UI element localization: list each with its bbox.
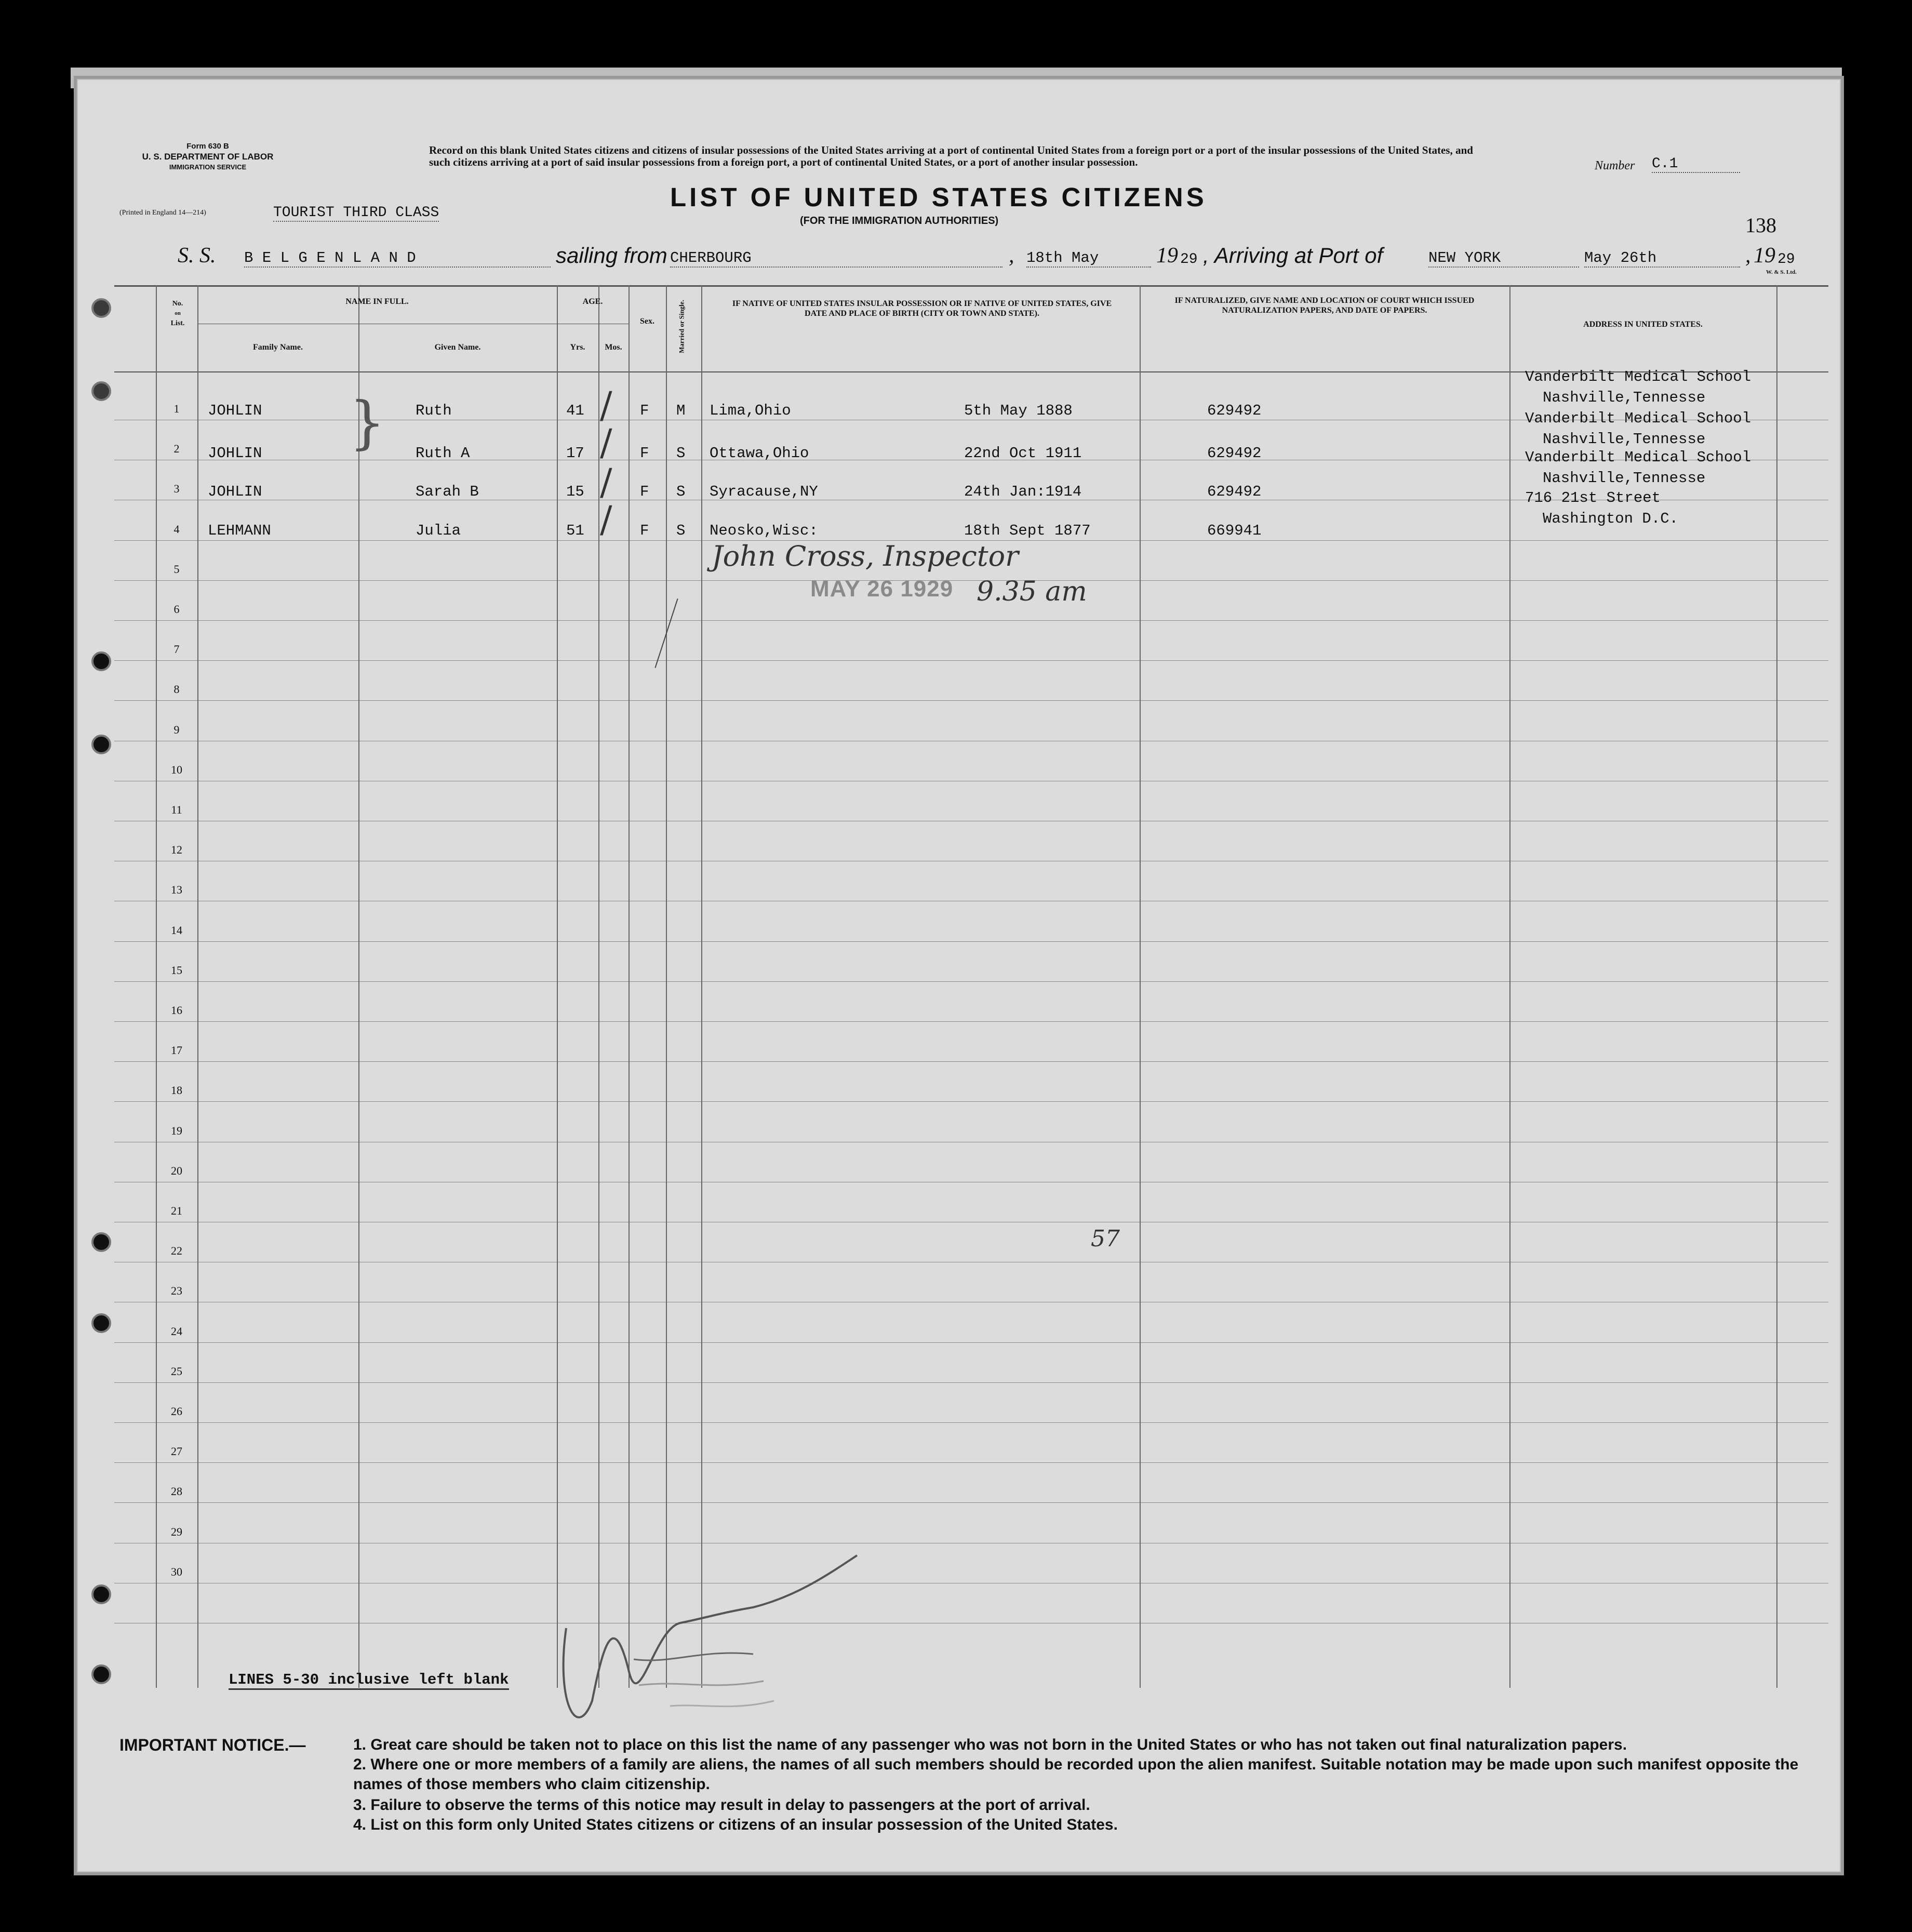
form-number: Form 630 B [186, 142, 229, 151]
punch-hole [91, 1664, 111, 1684]
row-number: 10 [171, 763, 182, 776]
row-number: 6 [173, 603, 180, 616]
sex-cell: F [640, 483, 649, 500]
address-line: Nashville,Tennesse [1543, 431, 1706, 448]
row-number: 30 [171, 1565, 182, 1578]
row-rule [114, 1061, 1828, 1062]
row-number: 28 [171, 1485, 182, 1498]
notice-item: 3. Failure to observe the terms of this notice may result in delay to passengers at the port of arrival. [353, 1796, 1090, 1814]
row-rule [114, 1502, 1828, 1503]
row-rule [114, 941, 1828, 942]
row-number: 20 [171, 1164, 182, 1177]
printer-mark: W. & S. Ltd. [1766, 269, 1797, 275]
row-number: 23 [171, 1284, 182, 1298]
page-number: 138 [1745, 214, 1776, 237]
row-number: 2 [173, 442, 180, 456]
comma-sep: , [1009, 244, 1014, 268]
row-number: 29 [171, 1525, 182, 1538]
row-rule [114, 1462, 1828, 1463]
arrive-port: NEW YORK [1428, 249, 1579, 268]
tick-mark: / [600, 498, 612, 541]
row-number: 15 [171, 963, 182, 977]
manifest-table [114, 285, 1840, 1688]
form-header-block [140, 141, 275, 172]
row-rule [114, 1342, 1828, 1343]
row-number: 8 [173, 683, 180, 696]
from-port: CHERBOURG [670, 249, 1002, 268]
row-rule [114, 1422, 1828, 1423]
age-cell: 17 [566, 445, 584, 462]
row-number: 16 [171, 1004, 182, 1017]
blank-lines-note: LINES 5-30 inclusive left blank [229, 1671, 509, 1690]
arrive-year-prefix: 19 [1754, 244, 1775, 268]
col-yrs: Yrs. [570, 343, 585, 352]
sex-cell: F [640, 402, 649, 419]
row-number: 14 [171, 923, 182, 937]
marital-status-cell: M [676, 402, 686, 419]
punch-hole [91, 1584, 111, 1604]
given-name-cell: Sarah B [416, 483, 479, 500]
col-naturalized: IF NATURALIZED, GIVE NAME AND LOCATION OF COURT WHICH ISSUED NATURALIZATION PAPERS, AND DATE OF PAPERS. [1174, 296, 1475, 315]
papers-cell: 629492 [1207, 445, 1262, 462]
row-number: 11 [171, 803, 182, 816]
manifest-sheet [77, 79, 1841, 1872]
number-value: C.1 [1652, 156, 1740, 173]
page-subtitle: (FOR THE IMMIGRATION AUTHORITIES) [800, 215, 999, 226]
row-number: 1 [173, 402, 180, 415]
notice-heading: IMPORTANT NOTICE.— [119, 1736, 306, 1754]
papers-cell: 629492 [1207, 483, 1262, 500]
comma-sep-2: , [1745, 244, 1751, 268]
row-number: 3 [173, 482, 180, 496]
row-rule [114, 1021, 1828, 1022]
family-name-cell: JOHLIN [208, 483, 262, 500]
page-title: LIST OF UNITED STATES CITIZENS [670, 182, 1207, 212]
birthplace-cell: Lima,Ohio [710, 402, 791, 419]
papers-cell: 629492 [1207, 402, 1262, 419]
notice-item: 1. Great care should be taken not to place on this list the name of any passenger who was not born in the United States or who has not taken out final naturalization papers. [353, 1736, 1627, 1753]
number-label: Number [1595, 159, 1635, 172]
birthdate-cell: 22nd Oct 1911 [964, 445, 1082, 462]
birthplace-cell: Syracause,NY [710, 483, 818, 500]
row-rule [114, 981, 1828, 982]
col-family-name: Family Name. [253, 343, 303, 352]
row-number: 26 [171, 1405, 182, 1418]
col-given-name: Given Name. [434, 343, 481, 352]
row-rule [114, 700, 1828, 701]
age-cell: 41 [566, 402, 584, 419]
punch-hole [91, 1232, 111, 1252]
arrive-date: May 26th [1584, 249, 1740, 268]
ship-name: B E L G E N L A N D [244, 249, 551, 268]
depart-year: 29 [1180, 251, 1198, 268]
punch-hole [91, 735, 111, 754]
row-number: 22 [171, 1244, 182, 1258]
depart-date: 18th May [1026, 249, 1151, 268]
col-sex: Sex. [640, 317, 654, 326]
row-number: 24 [171, 1324, 182, 1338]
row-number: 9 [173, 723, 180, 736]
row-number: 27 [171, 1445, 182, 1458]
row-number: 12 [171, 843, 182, 857]
printed-note: (Printed in England 14—214) [119, 209, 206, 217]
marital-status-cell: S [676, 483, 686, 500]
preamble-text: Record on this blank United States citizens and citizens of insular possessions of the United States arriving at a port of continental United States from a foreign port or a port of the insular possessions of the United States, and such citizens arriving at a port of said insular possessions from a foreign port, a port of continental United States, or a port of another insular possession. [429, 144, 1473, 168]
col-age: AGE. [582, 297, 603, 306]
sex-cell: F [640, 522, 649, 539]
row-rule [114, 580, 1828, 581]
address-line: Nashville,Tennesse [1543, 389, 1706, 406]
notice-item: 4. List on this form only United States citizens or citizens of an insular possession of the United States. [353, 1816, 1118, 1833]
margin-number: 57 [1091, 1225, 1120, 1252]
punch-hole [91, 381, 111, 401]
row-number: 21 [171, 1204, 182, 1217]
date-stamp: MAY 26 1929 [810, 576, 954, 602]
row-number: 13 [171, 883, 182, 897]
inspector-signature: John Cross, Inspector [712, 540, 1019, 572]
tick-mark: / [600, 384, 612, 427]
department-label: U. S. DEPARTMENT OF LABOR [142, 152, 274, 162]
row-rule [114, 1382, 1828, 1383]
arriving-label: , Arriving at Port of [1203, 243, 1383, 268]
row-rule [114, 620, 1828, 621]
address-line: Nashville,Tennesse [1543, 470, 1706, 487]
punch-hole [91, 651, 111, 671]
row-number: 19 [171, 1124, 182, 1137]
row-number: 18 [171, 1084, 182, 1097]
papers-cell: 669941 [1207, 522, 1262, 539]
address-line: Vanderbilt Medical School [1525, 449, 1751, 466]
given-name-cell: Ruth [416, 402, 452, 419]
birthplace-cell: Ottawa,Ohio [710, 445, 809, 462]
birthdate-cell: 5th May 1888 [964, 402, 1073, 419]
family-brace: } [349, 389, 385, 456]
address-line: 716 21st Street [1525, 489, 1661, 507]
ss-label: S. S. [178, 244, 216, 268]
birthplace-cell: Neosko,Wisc: [710, 522, 818, 539]
marital-status-cell: S [676, 522, 686, 539]
col-mos: Mos. [605, 343, 622, 352]
col-address: ADDRESS IN UNITED STATES. [1583, 320, 1703, 329]
family-name-cell: JOHLIN [208, 445, 262, 462]
row-number: 4 [173, 522, 180, 536]
given-name-cell: Ruth A [416, 445, 470, 462]
age-cell: 15 [566, 483, 584, 500]
punch-hole [91, 298, 111, 318]
class-label: TOURIST THIRD CLASS [273, 205, 439, 221]
arrival-time: 9.35 am [977, 576, 1087, 607]
notice-item: 2. Where one or more members of a family are aliens, the names of all such members should be recorded upon the alien manifest. Suitable notation may be made upon such manifest opposite the names of those members who claim citizenship. [353, 1756, 1799, 1793]
col-married-single: Married or Single. [677, 300, 686, 353]
row-number: 17 [171, 1044, 182, 1057]
col-birth: IF NATIVE OF UNITED STATES INSULAR POSSESSION OR IF NATIVE OF UNITED STATES, GIVE DATE AND PLACE OF BIRTH (CITY OR TOWN AND STATE). [732, 299, 1112, 318]
row-rule [114, 660, 1828, 661]
punch-hole [91, 1313, 111, 1333]
depart-year-prefix: 19 [1156, 244, 1178, 268]
sailing-from-label: sailing from [556, 243, 667, 268]
marital-status-cell: S [676, 445, 686, 462]
age-cell: 51 [566, 522, 584, 539]
sex-cell: F [640, 445, 649, 462]
arrive-year: 29 [1777, 251, 1795, 268]
family-name-cell: JOHLIN [208, 402, 262, 419]
row-rule [114, 1101, 1828, 1102]
birthdate-cell: 18th Sept 1877 [964, 522, 1091, 539]
tick-mark: / [600, 461, 612, 503]
col-name-in-full: NAME IN FULL. [345, 297, 409, 306]
address-line: Vanderbilt Medical School [1525, 410, 1751, 427]
row-number: 5 [173, 562, 180, 576]
birthdate-cell: 24th Jan:1914 [964, 483, 1082, 500]
address-line: Washington D.C. [1543, 510, 1679, 527]
row-number: 7 [173, 643, 180, 656]
given-name-cell: Julia [416, 522, 461, 539]
service-label: IMMIGRATION SERVICE [169, 163, 247, 171]
family-name-cell: LEHMANN [208, 522, 271, 539]
tick-mark: / [600, 421, 612, 464]
row-number: 25 [171, 1364, 182, 1378]
address-line: Vanderbilt Medical School [1525, 368, 1751, 385]
col-no-on-list: No. on List. [170, 300, 185, 327]
